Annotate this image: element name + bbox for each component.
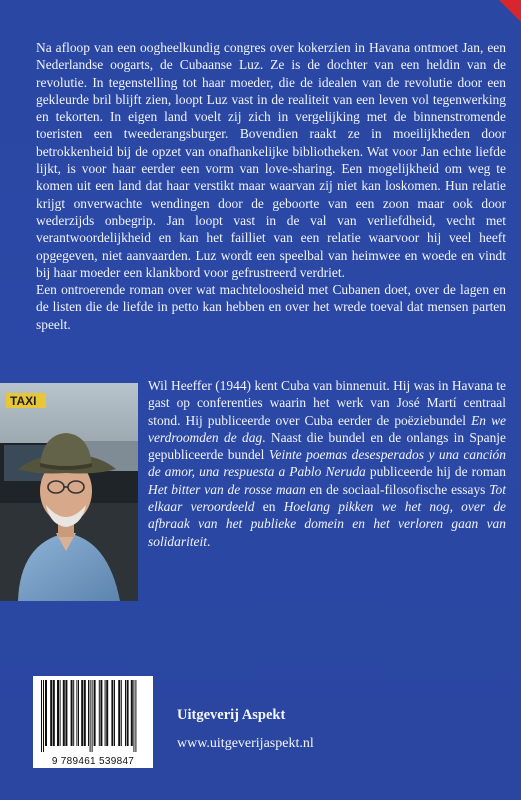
barcode-guard-bar	[43, 680, 44, 752]
author-photo-illustration	[0, 383, 138, 601]
publisher-name: Uitgeverij Aspekt	[177, 707, 286, 723]
barcode-bar	[131, 680, 133, 746]
barcode-bar	[121, 680, 122, 746]
isbn-number: 9 789461 539847	[51, 756, 135, 767]
taxi-sign-text: TAXI	[10, 394, 37, 408]
synopsis-text	[36, 39, 506, 333]
barcode-guard-bar	[135, 680, 136, 752]
barcode-bar	[57, 680, 59, 746]
barcode-bar	[63, 680, 65, 746]
barcode-bar	[78, 680, 79, 746]
barcode-bar	[127, 680, 129, 746]
author-bio	[148, 377, 506, 550]
barcode-bar	[99, 680, 100, 746]
author-photo	[0, 383, 138, 601]
synopsis-paragraph-2: Een ontroerende roman over wat machteloosheid met Cubanen doet, over de lagen en de listen die de liefde in petto kan hebben en over het wrede toeval dat mensen parten speelt.	[36, 282, 506, 332]
barcode-bar	[45, 680, 47, 746]
barcode-bar	[71, 680, 73, 746]
barcode-bar	[76, 680, 77, 746]
barcode-bar	[73, 680, 74, 746]
bio-text-1: Wil Heeffer (1944) kent Cuba van binnenuit. Hij was in Havana te gast op conferenties waarin het werk van José Martí centraal stond. Hij publiceerde over Cuba eerder de poëziebundel	[148, 378, 506, 428]
barcode-bar	[50, 680, 52, 746]
publisher-website[interactable]: www.uitgeverijaspekt.nl	[177, 736, 314, 751]
bio-title-5: Hoelang pikken we het nog, over de afbraak van het publieke domein en het verloren gaan van solidariteit	[148, 499, 506, 549]
barcode-bar	[94, 680, 96, 746]
barcode-bar	[114, 680, 115, 746]
barcode-bars	[33, 676, 153, 756]
bio-text-6: .	[206, 533, 211, 549]
barcode-guard-bar	[41, 680, 42, 752]
barcode-bar	[105, 680, 106, 746]
barcode-bar	[100, 680, 102, 746]
bio-title-1: En we verdroomden de dag	[148, 412, 506, 445]
barcode-guard-bar	[90, 680, 91, 752]
bio-text-5: en	[254, 499, 284, 515]
barcode-bar	[111, 680, 113, 746]
barcode-bar	[88, 680, 89, 746]
barcode-bar	[65, 680, 67, 746]
bio-text-4: en de sociaal-filosofische essays	[305, 481, 490, 497]
barcode-bar	[81, 680, 83, 746]
bio-title-4: Tot elkaar veroordeeld	[148, 481, 506, 515]
barcode-bar	[60, 680, 61, 746]
synopsis-paragraph-1: Na afloop van een oogheelkundig congres over kokerzien in Havana ontmoet Jan, een Nederlandse oogarts, de Cubaanse Luz. Ze is de dochter van een heldin van de revolutie. In tegenstelling tot haar moeder, die de idealen van de revolutie door een gekleurde bril blijft zien, loopt Luz vast in de realiteit van een leven vol tegenwerking en tekorten. In eigen land voelt zij zich in vergelijking met de binnenstromende toeristen een tweederangsburger. Bovendien raakt ze in moeilijkheden door betrokkenheid bij de opzet van onafhankelijke bibliotheken. Wat voor Jan echte liefde lijkt, is voor haar eerder een vorm van love-sharing. Een mogelijkheid om weg te komen uit een land dat haar verstikt maar waarvan zij niet kan loskomen. Hun relatie krijgt onverwachte wendingen door de geboorte van een zoon maar ook door wederzijds onbegrip. Jan loopt vast in de val van verliefdheid, vecht met verantwoordelijkheid en kan het failliet van een relatie waarvoor hij veel heeft opgegeven, niet aanvaarden. Luz wordt een speelbal van heimwee en woede en vindt bij haar moeder een klankbord voor gefrustreerd verdriet.	[36, 40, 506, 280]
barcode-bar	[84, 680, 86, 746]
barcode-guard-bar	[133, 680, 134, 752]
bio-title-3: Het bitter van de rosse maan	[148, 481, 306, 497]
bio-text-2: . Naast die bundel en de onlangs in Spanje gepubliceerde bundel	[148, 429, 506, 463]
barcode-guard-bar	[92, 680, 93, 752]
corner-flag	[499, 0, 521, 22]
barcode-bar	[118, 680, 120, 746]
bio-title-2: Veinte poemas desesperados y una canción de amor, una respuesta a Pablo Neruda	[148, 447, 506, 480]
bio-text-3: publiceerde hij de roman	[365, 464, 506, 480]
isbn-barcode	[33, 676, 153, 768]
barcode-bar	[106, 680, 108, 746]
barcode-bar	[53, 680, 55, 746]
barcode-bar	[125, 680, 126, 746]
